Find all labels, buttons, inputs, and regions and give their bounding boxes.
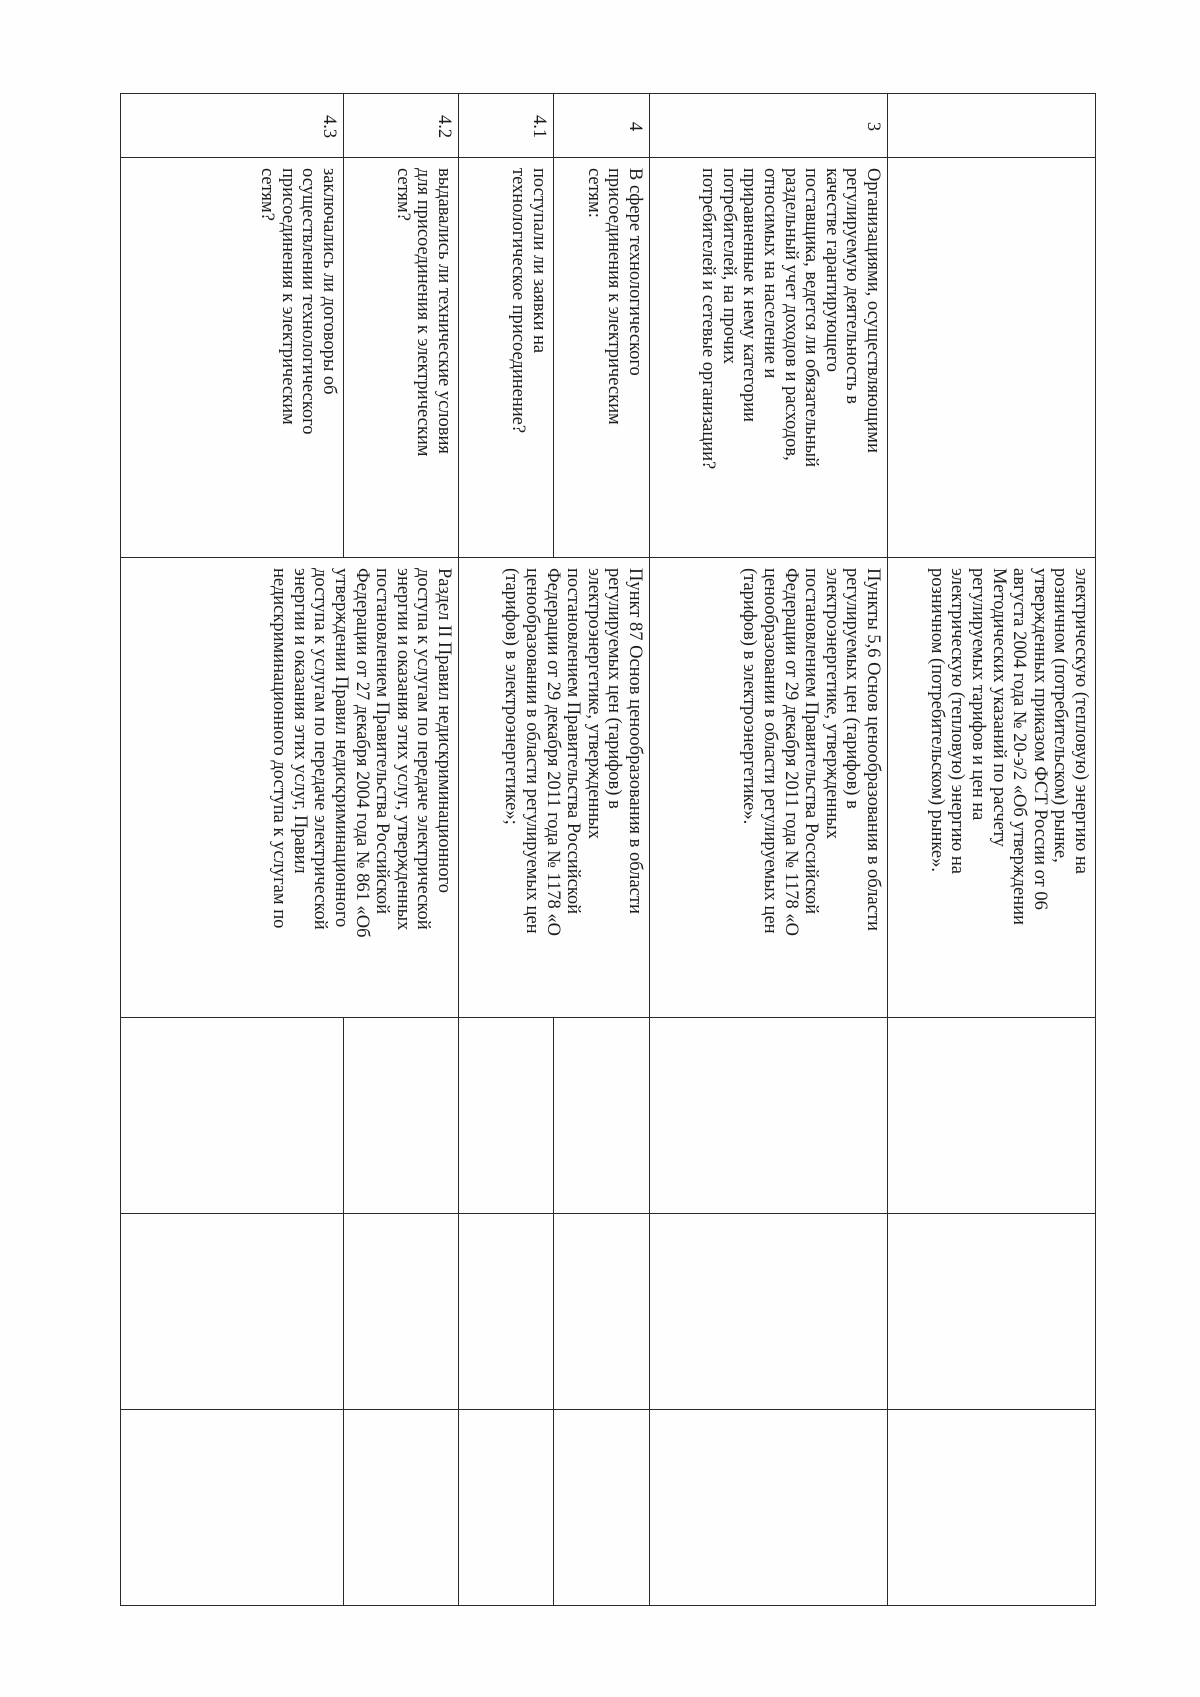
reference-text: электрическую (тепловую) энергию на розничном (потребительском) рынке, утвержденных приказом ФСТ России от 06 августа 2004 года № 20-э/2 «Об утверждении Методических указаний по расчету регулируемых тарифов и цен на электрическую (тепловую) энергию на розничном (потребительском) рынке».: [926, 568, 1091, 925]
answer-no-cell: [121, 1214, 344, 1410]
answer-yes-cell: [554, 1018, 650, 1214]
question-text: В сфере технологического присоединения к электрическим сетям:: [583, 168, 645, 425]
note-cell: [121, 1410, 344, 1606]
answer-yes-cell: [650, 1018, 888, 1214]
table-row: [888, 94, 1096, 1606]
question-cell: [888, 158, 1096, 558]
row-number-cell: [554, 94, 650, 158]
reference-cell: [888, 558, 1096, 1018]
checklist-table: [120, 93, 1096, 1606]
row-number-cell: [650, 94, 888, 158]
reference-text: Пункт 87 Основ ценообразования в области регулируемых цен (тарифов) в электроэнергетике, утвержденных постановлением Правительства Российской Федерации от 29 декабря 2011 года № 1178 «О ценообразовании в области регулируемых цен (тарифов) в электроэнергетике»;: [501, 568, 645, 937]
question-cell: [121, 158, 344, 558]
answer-no-cell: [344, 1214, 459, 1410]
question-cell: [344, 158, 459, 558]
table-row: [650, 94, 888, 1606]
note-cell: [888, 1410, 1096, 1606]
question-text: поступали ли заявки на технологическое присоединение?: [508, 168, 549, 434]
row-number-cell: [459, 94, 554, 158]
answer-no-cell: [554, 1214, 650, 1410]
table-row: [554, 94, 650, 1606]
reference-text: Пункты 5,6 Основ ценообразования в области регулируемых цен (тарифов) в электроэнергетике, утвержденных постановлением Правительства Российской Федерации от 29 декабря 2011 года № 1178 «О ценообразовании в области регулируемых цен (тарифов) в электроэнергетике».: [739, 568, 883, 937]
row-number: 4.3: [319, 114, 339, 139]
row-number: 4.2: [434, 114, 454, 139]
row-number: 4: [625, 121, 645, 132]
note-cell: [650, 1410, 888, 1606]
question-text: Организациями, осуществляющими регулируемую деятельность в качестве гарантирующего поставщика, ведется ли обязательный раздельный учет доходов и расходов, относимых на население и приравненные к нему категории потребителей, на прочих потребителей и сетевые организации?: [698, 168, 883, 470]
reference-cell: [121, 558, 459, 1018]
answer-no-cell: [459, 1214, 554, 1410]
note-cell: [459, 1410, 554, 1606]
answer-yes-cell: [888, 1018, 1096, 1214]
answer-yes-cell: [459, 1018, 554, 1214]
answer-yes-cell: [121, 1018, 344, 1214]
row-number-cell: [121, 94, 344, 158]
question-text: выдавались ли технические условия для присоединения к электрическим сетям?: [392, 168, 454, 457]
answer-no-cell: [650, 1214, 888, 1410]
reference-cell: [650, 558, 888, 1018]
table-row: [344, 94, 459, 1606]
question-cell: [650, 158, 888, 558]
question-text: заключались ли договоры об осуществлении технологического присоединения к электрическим сетям?: [257, 168, 339, 435]
row-number-cell: [344, 94, 459, 158]
answer-no-cell: [888, 1214, 1096, 1410]
row-number: 3: [863, 121, 883, 132]
reference-cell: [459, 558, 650, 1018]
rotated-table-container: [121, 93, 1096, 1605]
question-cell: [554, 158, 650, 558]
reference-text: Раздел II Правил недискриминационного доступа к услугам по передаче электрической энергии и оказания этих услуг, утвержденных постановлением Правительства Российской Федерации от 27 декабря 2004 года № 861 «Об утверждении Правил недискриминационного доступа к услугам по передаче электрической энергии и оказания этих услуг, Правил недискриминационного доступа к услугам по: [269, 568, 454, 938]
row-number-cell: [888, 94, 1096, 158]
note-cell: [344, 1410, 459, 1606]
answer-yes-cell: [344, 1018, 459, 1214]
note-cell: [554, 1410, 650, 1606]
question-cell: [459, 158, 554, 558]
row-number: 4.1: [529, 114, 549, 139]
